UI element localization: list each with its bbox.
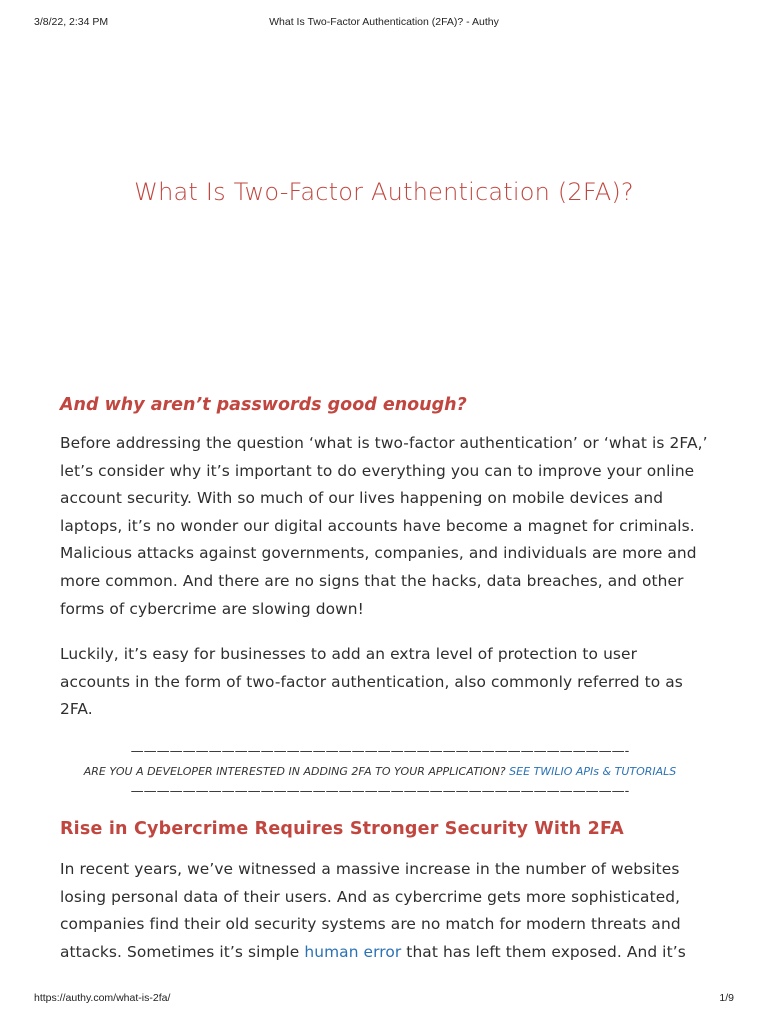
- promo-divider-top: ——————————————————————————————————————-: [130, 743, 630, 759]
- promo-question: ARE YOU A DEVELOPER INTERESTED IN ADDING 2FA TO YOUR APPLICATION?: [83, 764, 506, 778]
- developer-promo: [60, 742, 700, 802]
- promo-divider-bottom: ——————————————————————————————————————-: [130, 783, 630, 799]
- paragraph-cybercrime-text: In recent years, we’ve witnessed a massive increase in the number of websites losing personal data of their users. And as cybercrime gets more sophisticated, companies find their old security systems are no match for modern threats and attacks. Sometimes it’s simple: [60, 859, 681, 961]
- article-body: [60, 392, 712, 984]
- page-title: What Is Two-Factor Authentication (2FA)?: [134, 178, 634, 206]
- article-subheading: And why aren’t passwords good enough?: [60, 395, 467, 415]
- paragraph-luckily: Luckily, it’s easy for businesses to add an extra level of protection to user accounts in the form of two-factor authentication, also commonly referred to as 2FA.: [60, 645, 683, 719]
- print-date: 3/8/22, 2:34 PM: [34, 16, 109, 28]
- page-url: https://authy.com/what-is-2fa/: [34, 992, 171, 1004]
- human-error-link[interactable]: human error: [304, 942, 402, 961]
- print-footer: [0, 992, 768, 1010]
- twilio-apis-link[interactable]: SEE TWILIO APIs & TUTORIALS: [509, 764, 677, 778]
- print-document-title: What Is Two-Factor Authentication (2FA)? - Authy: [269, 16, 499, 28]
- section-heading: Rise in Cybercrime Requires Stronger Security With 2FA: [60, 818, 624, 839]
- paragraph-cybercrime: [60, 856, 712, 966]
- print-header: [0, 16, 768, 34]
- paragraph-intro: Before addressing the question ‘what is two-factor authentication’ or ‘what is 2FA,’ let’s consider why it’s important to do everything you can to improve your online account security. With so much of our lives happening on mobile devices and laptops, it’s no wonder our digital accounts have become a magnet for criminals. Malicious attacks against governments, companies, and individuals are more and more common. And there are no signs that the hacks, data breaches, and other forms of cybercrime are slowing down!: [60, 434, 708, 618]
- paragraph-cybercrime-text-end: that has left them exposed. And it’s: [401, 942, 686, 961]
- page-number: 1/9: [719, 992, 734, 1004]
- promo-text: [60, 762, 700, 782]
